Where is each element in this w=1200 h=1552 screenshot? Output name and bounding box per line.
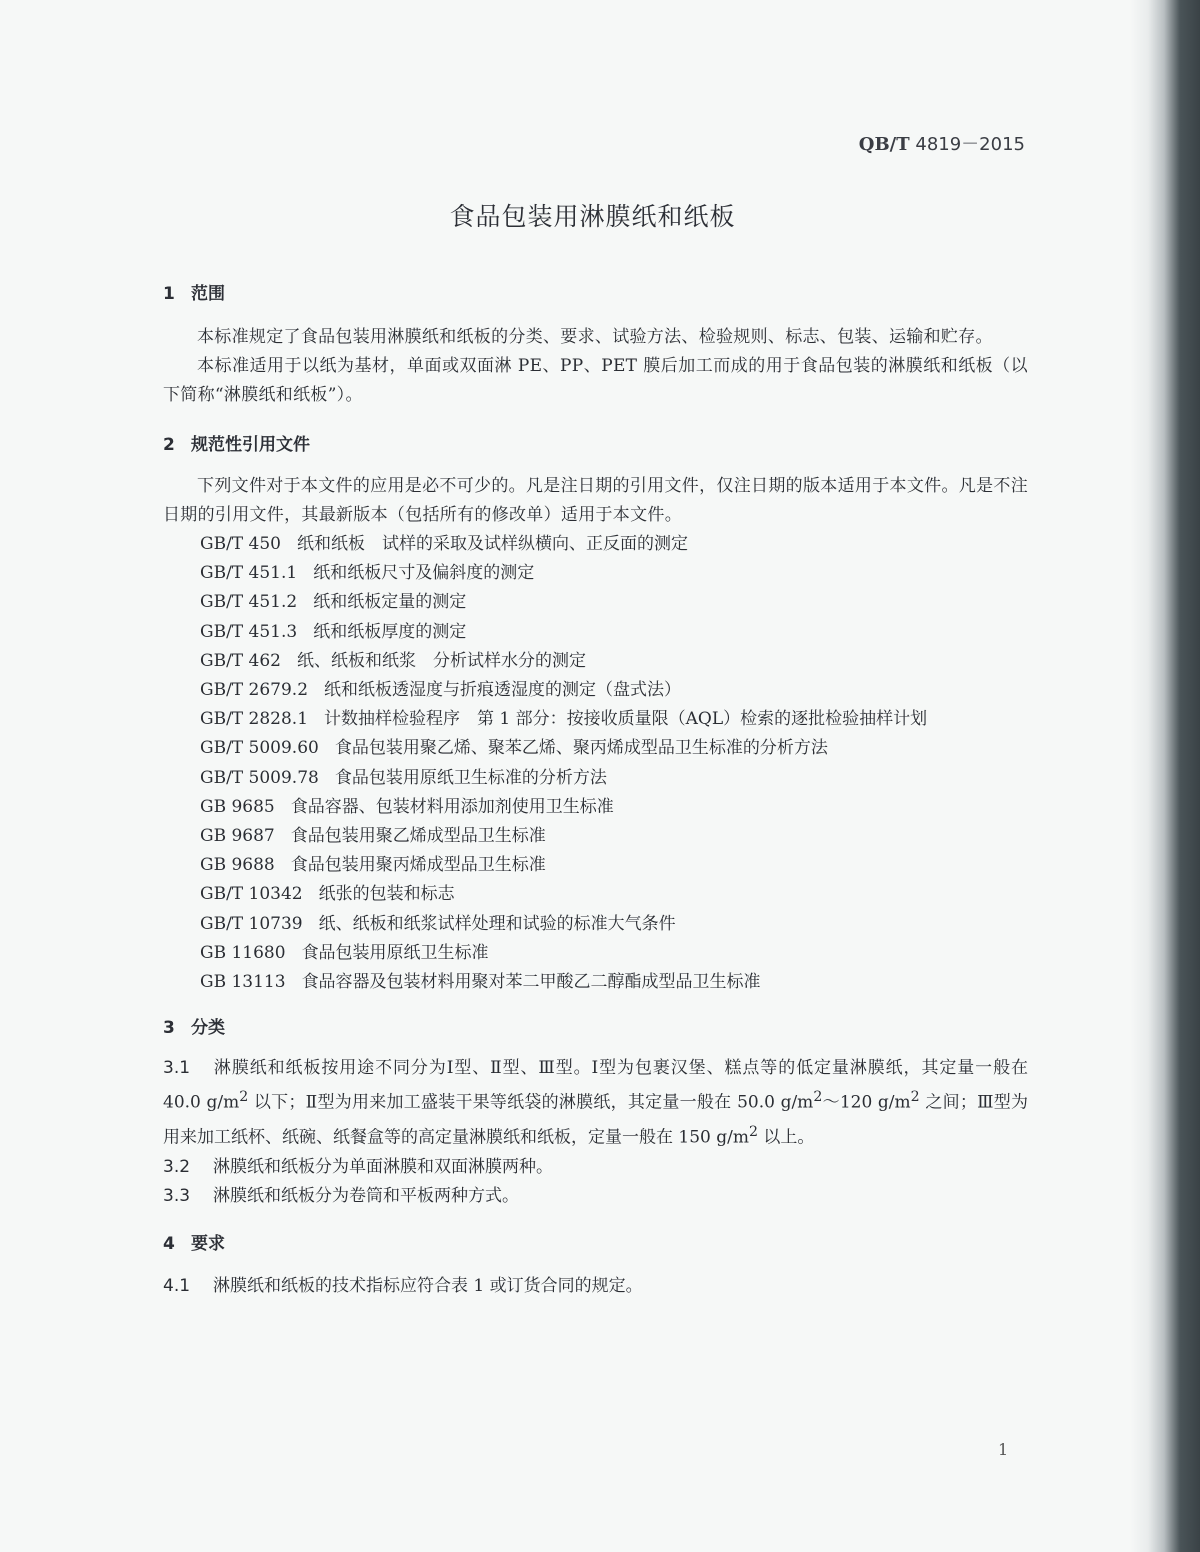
reference-code: GB 9687 <box>200 826 275 847</box>
section-3-heading <box>163 1013 1028 1038</box>
reference-item <box>163 734 1028 763</box>
reference-code: GB/T 5009.78 <box>200 767 319 788</box>
reference-code: GB/T 10342 <box>200 884 303 905</box>
reference-code: GB 9688 <box>200 855 275 876</box>
reference-code: GB/T 2679.2 <box>200 680 309 701</box>
reference-title: 食品包装用原纸卫生标准 <box>301 942 489 963</box>
reference-code: GB/T 451.3 <box>200 621 298 642</box>
reference-item <box>163 676 1028 705</box>
reference-title: 纸、纸板和纸浆试样处理和试验的标准大气条件 <box>318 913 676 934</box>
reference-title: 食品包装用聚乙烯、聚苯乙烯、聚丙烯成型品卫生标准的分析方法 <box>334 738 828 759</box>
reference-item <box>163 705 1028 734</box>
reference-code: GB/T 5009.60 <box>200 738 319 759</box>
reference-item <box>163 910 1028 939</box>
section-title: 分类 <box>191 1018 225 1039</box>
reference-item <box>163 851 1028 880</box>
reference-code: GB 9685 <box>200 796 275 817</box>
reference-title: 计数抽样检验程序 第 1 部分：按接收质量限（AQL）检索的逐批检验抽样计划 <box>324 709 928 730</box>
reference-code: GB/T 451.2 <box>200 592 298 613</box>
reference-item <box>163 968 1028 997</box>
reference-title: 纸和纸板 试样的采取及试样纵横向、正反面的测定 <box>297 534 688 554</box>
reference-code: GB/T 450 <box>200 534 281 554</box>
section-number: 3 <box>163 1018 175 1039</box>
standard-code-number: 4819－2015 <box>909 134 1025 155</box>
reference-title: 纸张的包装和标志 <box>318 884 455 905</box>
reference-item <box>163 588 1028 617</box>
reference-title: 食品容器、包装材料用添加剂使用卫生标准 <box>290 796 614 817</box>
superscript: 2 <box>910 1089 920 1106</box>
section-2-heading <box>163 430 1028 455</box>
reference-list <box>163 530 1028 997</box>
section-title: 范围 <box>191 284 225 304</box>
clause-text: 以下；Ⅱ型为用来加工盛装干果等纸袋的淋膜纸，其定量一般在 50.0 g/m <box>248 1092 814 1113</box>
section-title: 要求 <box>191 1233 225 1254</box>
reference-code: GB 11680 <box>200 942 286 963</box>
section-number: 2 <box>163 435 175 455</box>
clause-number: 3.2 <box>163 1156 191 1177</box>
reference-item <box>163 822 1028 851</box>
references-intro: 下列文件对于本文件的应用是必不可少的。凡是注日期的引用文件，仅注日期的版本适用于本文件。凡是不注日期的引用文件，其最新版本（包括所有的修改单）适用于本文件。 <box>163 476 1028 525</box>
clause-text: 之间；Ⅲ型为用来加工纸杯、纸碗、纸餐盒等的高定量淋膜纸和纸板，定量一般在 150 g/m <box>163 1092 1028 1148</box>
reference-title: 食品包装用聚丙烯成型品卫生标准 <box>290 855 546 876</box>
document-body <box>163 279 1028 1301</box>
reference-item <box>163 880 1028 909</box>
clause-text: 以上。 <box>758 1127 815 1148</box>
reference-title: 纸和纸板透湿度与折痕透湿度的测定（盘式法） <box>324 680 682 701</box>
reference-item <box>163 764 1028 793</box>
reference-title: 食品容器及包装材料用聚对苯二甲酸乙二醇酯成型品卫生标准 <box>301 972 761 993</box>
section-title: 规范性引用文件 <box>191 435 310 455</box>
clause-3-3 <box>163 1182 1028 1211</box>
clause-number: 4.1 <box>163 1275 191 1296</box>
document-title: 食品包装用淋膜纸和纸板 <box>449 202 736 231</box>
scope-paragraph-2: 本标准适用于以纸为基材，单面或双面淋 PE、PP、PET 膜后加工而成的用于食品包装的淋膜纸和纸板（以下简称“淋膜纸和纸板”）。 <box>163 356 1028 405</box>
clause-text: 淋膜纸和纸板分为单面淋膜和双面淋膜两种。 <box>213 1156 553 1177</box>
clause-number: 3.1 <box>163 1058 191 1079</box>
superscript: 2 <box>813 1089 823 1106</box>
clause-text: ～120 g/m <box>822 1092 911 1113</box>
scope-paragraph-1: 本标准规定了食品包装用淋膜纸和纸板的分类、要求、试验方法、检验规则、标志、包装、运输和贮存。 <box>197 327 993 347</box>
superscript: 2 <box>748 1123 758 1140</box>
reference-item <box>163 559 1028 588</box>
reference-item <box>163 530 1028 559</box>
section-number: 4 <box>163 1233 175 1254</box>
standard-code-prefix: QB/T <box>858 134 910 155</box>
section-1-heading <box>163 279 1028 304</box>
reference-item <box>163 647 1028 676</box>
section-number: 1 <box>163 284 175 304</box>
clause-number: 3.3 <box>163 1185 191 1206</box>
reference-code: GB/T 451.1 <box>200 563 298 584</box>
reference-title: 食品包装用聚乙烯成型品卫生标准 <box>290 826 546 847</box>
reference-code: GB/T 10739 <box>200 913 303 934</box>
reference-item <box>163 793 1028 822</box>
reference-title: 纸和纸板尺寸及偏斜度的测定 <box>313 563 535 584</box>
clause-4-1 <box>163 1272 1028 1301</box>
reference-title: 纸和纸板定量的测定 <box>313 592 467 613</box>
reference-item <box>163 618 1028 647</box>
clause-text: 淋膜纸和纸板的技术指标应符合表 1 或订货合同的规定。 <box>213 1275 643 1296</box>
reference-code: GB/T 462 <box>200 650 281 671</box>
reference-item <box>163 939 1028 968</box>
clause-3-1 <box>163 1054 1028 1152</box>
section-4-heading <box>163 1229 1028 1254</box>
page-number: 1 <box>998 1440 1009 1459</box>
clause-text: 淋膜纸和纸板分为卷筒和平板两种方式。 <box>213 1185 519 1206</box>
reference-title: 食品包装用原纸卫生标准的分析方法 <box>334 767 607 788</box>
reference-code: GB/T 2828.1 <box>200 709 309 730</box>
clause-3-2 <box>163 1153 1028 1182</box>
clause-text: 淋膜纸和纸板按用途不同分为Ⅰ型、Ⅱ型、Ⅲ型。Ⅰ型为包裹汉堡、糕点等的低定量淋膜纸，其定量一般在 40.0 g/m <box>163 1058 1028 1113</box>
reference-title: 纸和纸板厚度的测定 <box>313 621 467 642</box>
reference-code: GB 13113 <box>200 972 286 993</box>
superscript: 2 <box>239 1089 249 1106</box>
standard-code <box>859 130 1025 156</box>
reference-title: 纸、纸板和纸浆 分析试样水分的测定 <box>297 650 586 671</box>
